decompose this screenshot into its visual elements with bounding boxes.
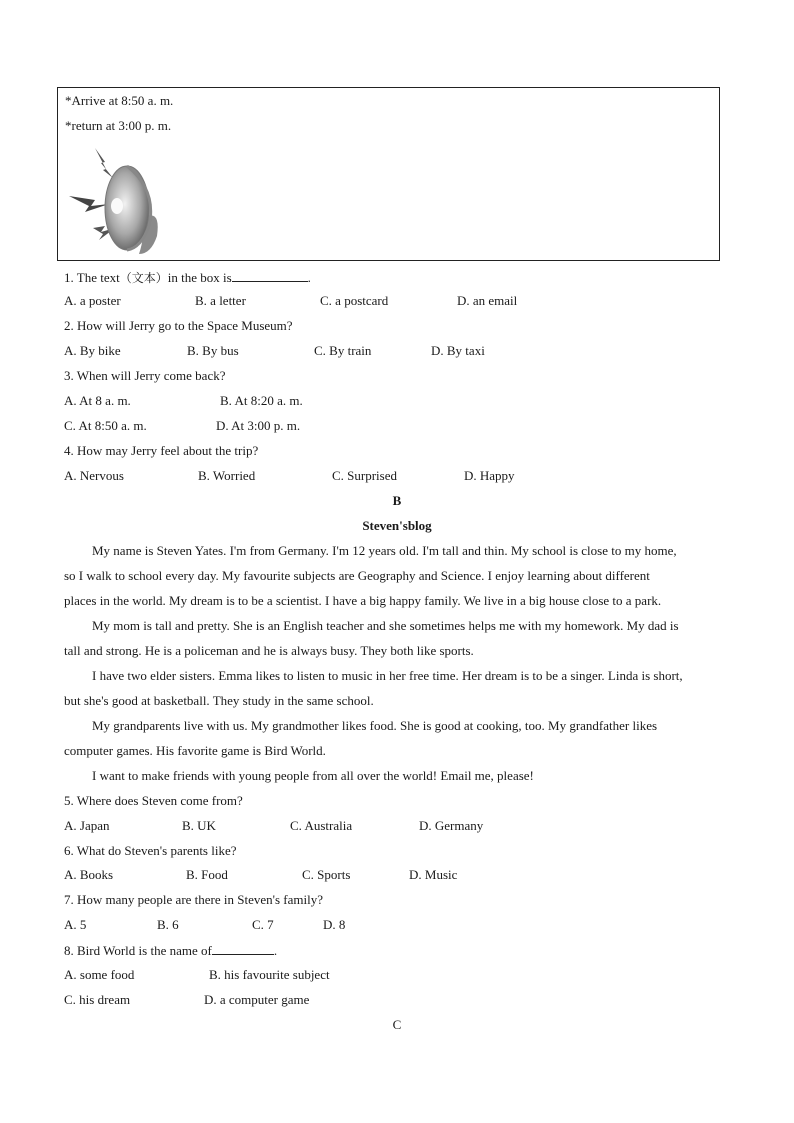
q3-option-b[interactable]: B. At 8:20 a. m. [220, 393, 303, 408]
q2-option-c[interactable]: C. By train [314, 343, 372, 358]
q4-option-c[interactable]: C. Surprised [332, 468, 397, 483]
q8-option-d[interactable]: D. a computer game [204, 992, 310, 1007]
q5-option-d[interactable]: D. Germany [419, 818, 484, 833]
question-1-period: . [307, 270, 311, 285]
q4-option-d[interactable]: D. Happy [464, 468, 515, 483]
q7-option-d[interactable]: D. 8 [323, 917, 346, 932]
q2-option-a[interactable]: A. By bike [64, 343, 121, 358]
q7-option-c[interactable]: C. 7 [252, 917, 274, 932]
passage-title: Steven'sblog [362, 518, 432, 533]
q4-option-a[interactable]: A. Nervous [64, 468, 124, 483]
q7-option-a[interactable]: A. 5 [64, 917, 87, 932]
q3-option-d[interactable]: D. At 3:00 p. m. [216, 418, 301, 433]
question-8 [64, 942, 277, 959]
q6-option-c[interactable]: C. Sports [302, 867, 351, 882]
passage-line: My name is Steven Yates. I'm from Germany. I'm 12 years old. I'm tall and thin. My school is close to my home, [92, 543, 677, 558]
passage-line: places in the world. My dream is to be a scientist. I have a big happy family. We live in a big house close to a park. [64, 593, 662, 608]
answer-blank[interactable] [212, 942, 274, 955]
q6-option-a[interactable]: A. Books [64, 867, 114, 882]
question-3: 3. When will Jerry come back? [64, 368, 226, 383]
section-c-label: C [392, 1017, 402, 1032]
passage-line: My mom is tall and pretty. She is an English teacher and she sometimes helps me with my homework. My dad is [92, 618, 679, 633]
question-7: 7. How many people are there in Steven's family? [64, 892, 324, 907]
question-1 [64, 269, 311, 286]
question-8-text: 8. Bird World is the name of [64, 943, 212, 958]
question-6: 6. What do Steven's parents like? [64, 843, 237, 858]
question-1-text-end: in the box is [167, 270, 232, 285]
passage-line: but she's good at basketball. They study in the same school. [64, 693, 374, 708]
q1-option-d[interactable]: D. an email [457, 293, 518, 308]
q4-option-b[interactable]: B. Worried [198, 468, 256, 483]
passage-line: I have two elder sisters. Emma likes to listen to music in her free time. Her dream is to be a singer. Linda is short, [92, 668, 683, 683]
q3-option-a[interactable]: A. At 8 a. m. [64, 393, 131, 408]
passage-line: tall and strong. He is a policeman and he is always busy. They both like sports. [64, 643, 474, 658]
q7-option-b[interactable]: B. 6 [157, 917, 179, 932]
q5-option-c[interactable]: C. Australia [290, 818, 353, 833]
question-5: 5. Where does Steven come from? [64, 793, 243, 808]
notice-arrive-line: *Arrive at 8:50 a. m. [65, 93, 174, 108]
q1-option-c[interactable]: C. a postcard [320, 293, 389, 308]
q6-option-d[interactable]: D. Music [409, 867, 458, 882]
notice-box [57, 87, 720, 261]
question-1-text: 1. The text [64, 270, 120, 285]
question-2: 2. How will Jerry go to the Space Museum? [64, 318, 293, 333]
passage-line: My grandparents live with us. My grandmother likes food. She is good at cooking, too. My grandfather likes [92, 718, 658, 733]
question-8-period: . [273, 943, 278, 958]
notice-return-line: *return at 3:00 p. m. [65, 118, 172, 133]
q3-option-c[interactable]: C. At 8:50 a. m. [64, 418, 147, 433]
passage-line: so I walk to school every day. My favourite subjects are Geography and Science. I enjoy learning about different [64, 568, 650, 583]
q8-option-b[interactable]: B. his favourite subject [209, 967, 330, 982]
q1-option-b[interactable]: B. a letter [195, 293, 246, 308]
q6-option-b[interactable]: B. Food [186, 867, 228, 882]
q2-option-b[interactable]: B. By bus [187, 343, 239, 358]
q1-option-a[interactable]: A. a poster [64, 293, 121, 308]
q8-option-a[interactable]: A. some food [64, 967, 135, 982]
megaphone-icon [65, 140, 177, 258]
question-4: 4. How may Jerry feel about the trip? [64, 443, 259, 458]
answer-blank[interactable] [232, 269, 308, 282]
section-b-label: B [392, 493, 402, 508]
passage-line: I want to make friends with young people from all over the world! Email me, please! [92, 768, 534, 783]
passage-line: computer games. His favorite game is Bird World. [64, 743, 326, 758]
question-1-chinese-gloss: （文本） [119, 271, 168, 285]
q5-option-a[interactable]: A. Japan [64, 818, 110, 833]
q5-option-b[interactable]: B. UK [182, 818, 216, 833]
q8-option-c[interactable]: C. his dream [64, 992, 131, 1007]
q2-option-d[interactable]: D. By taxi [431, 343, 485, 358]
